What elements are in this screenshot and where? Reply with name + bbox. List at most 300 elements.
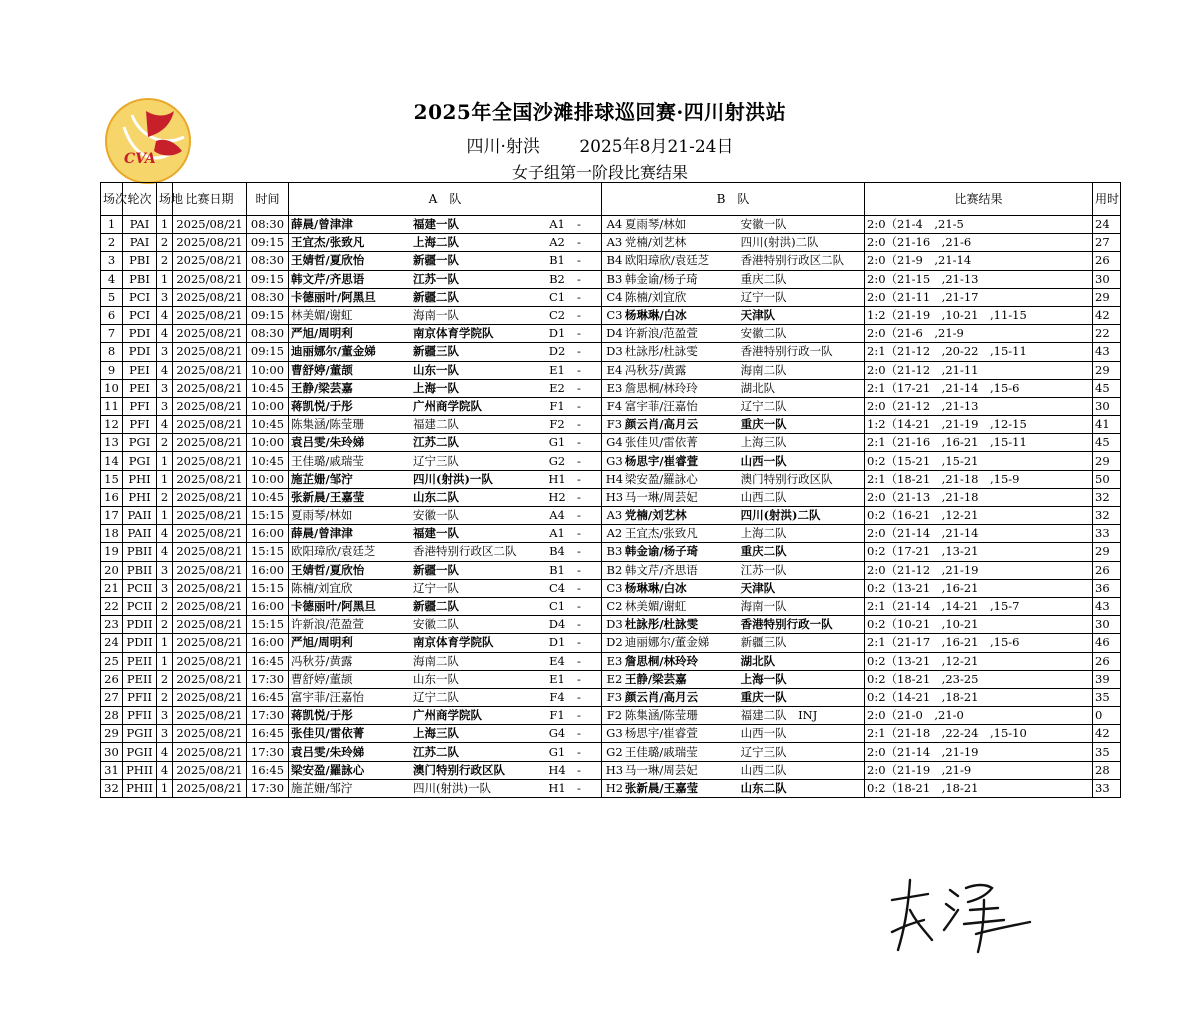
match-duration: 36	[1093, 579, 1121, 597]
team-a-players: 王佳璐/戚瑞莹	[291, 453, 364, 468]
round: PFII	[123, 707, 157, 725]
match-duration: 29	[1093, 288, 1121, 306]
team-b-cell	[602, 397, 865, 415]
team-b-name: 香港特别行政一队	[740, 344, 833, 359]
team-b-cell	[602, 488, 865, 506]
team-b-name: 上海三队	[740, 435, 787, 450]
match-result: 2:0（21-6 ,21-9	[865, 325, 1093, 343]
col-header-round: 轮次	[123, 183, 157, 216]
match-duration: 39	[1093, 670, 1121, 688]
team-b-name: 重庆一队	[740, 417, 787, 432]
match-date: 2025/08/21	[173, 634, 247, 652]
team-b-seed: G2	[606, 744, 623, 759]
match-no: 4	[101, 270, 123, 288]
team-a-players: 张佳贝/雷依菁	[291, 726, 365, 741]
team-a-seed: D4	[548, 617, 566, 632]
team-b-name: 山西二队	[740, 762, 787, 777]
match-time: 16:45	[247, 725, 289, 743]
team-a-players: 富宇菲/汪嘉怡	[291, 689, 364, 704]
match-date: 2025/08/21	[173, 234, 247, 252]
round: PBI	[123, 252, 157, 270]
court: 3	[157, 379, 173, 397]
match-duration: 43	[1093, 597, 1121, 615]
col-header-duration: 用时	[1093, 183, 1121, 216]
team-b-seed: E3	[606, 380, 623, 395]
col-header-result: 比赛结果	[865, 183, 1093, 216]
match-no: 1	[101, 216, 123, 234]
round: PGII	[123, 743, 157, 761]
match-date: 2025/08/21	[173, 561, 247, 579]
team-a-players: 曹舒婷/董颉	[291, 362, 353, 377]
team-a-players: 蒋凯悦/于彤	[291, 708, 353, 723]
team-a-seed: E2	[549, 380, 565, 395]
team-b-cell	[602, 616, 865, 634]
table-row	[101, 725, 1121, 743]
team-a-name: 海南一队	[413, 308, 459, 323]
team-a-players: 袁吕雯/朱玲娣	[291, 744, 365, 759]
court: 3	[157, 397, 173, 415]
match-date: 2025/08/21	[173, 616, 247, 634]
team-b-seed: C3	[606, 308, 623, 323]
team-b-seed: F2	[606, 708, 623, 723]
match-result: 2:1（21-14 ,14-21 ,15-7	[865, 597, 1093, 615]
match-result: 2:0（21-12 ,21-11	[865, 361, 1093, 379]
team-b-seed: A3	[606, 235, 623, 250]
round: PBII	[123, 543, 157, 561]
court: 3	[157, 343, 173, 361]
match-time: 09:15	[247, 343, 289, 361]
match-result: 2:0（21-14 ,21-19	[865, 743, 1093, 761]
team-a-cell	[289, 434, 602, 452]
team-a-name: 安徽一队	[413, 508, 459, 523]
team-a-name: 福建一队	[413, 526, 459, 541]
match-no: 6	[101, 306, 123, 324]
team-a-players: 王婧哲/夏欣怡	[291, 562, 365, 577]
round: PCI	[123, 288, 157, 306]
table-row	[101, 488, 1121, 506]
vs-dash: -	[577, 762, 581, 777]
col-header-no: 场次	[101, 183, 123, 216]
match-no: 26	[101, 670, 123, 688]
team-b-players: 颜云肖/高月云	[624, 417, 699, 432]
match-no: 21	[101, 579, 123, 597]
team-b-cell	[602, 561, 865, 579]
team-a-seed: D1	[548, 635, 566, 650]
team-a-name: 辽宁三队	[413, 453, 459, 468]
team-a-seed: F2	[549, 417, 565, 432]
team-b-players: 颜云肖/高月云	[624, 689, 699, 704]
table-row	[101, 270, 1121, 288]
team-a-cell	[289, 743, 602, 761]
match-date: 2025/08/21	[173, 397, 247, 415]
team-b-name: 辽宁一队	[740, 289, 787, 304]
team-a-seed: A1	[549, 526, 565, 541]
team-b-players: 马一琳/周芸妃	[624, 489, 698, 504]
match-result: 0:2（18-21 ,18-21	[865, 779, 1093, 797]
table-row	[101, 597, 1121, 615]
match-result: 2:0（21-19 ,21-9	[865, 761, 1093, 779]
team-b-name: 新疆三队	[740, 635, 787, 650]
vs-dash: -	[577, 435, 581, 450]
vs-dash: -	[577, 253, 581, 268]
team-a-name: 新疆三队	[413, 344, 459, 359]
match-no: 2	[101, 234, 123, 252]
logo-text: CVA	[124, 151, 156, 167]
match-date: 2025/08/21	[173, 452, 247, 470]
team-a-name: 南京体育学院队	[413, 326, 494, 341]
team-b-players: 王宜杰/张致凡	[624, 526, 698, 541]
team-a-players: 曹舒婷/董颉	[291, 671, 353, 686]
match-duration: 30	[1093, 397, 1121, 415]
vs-dash: -	[577, 671, 581, 686]
match-duration: 27	[1093, 234, 1121, 252]
team-a-cell	[289, 452, 602, 470]
team-a-players: 施芷姗/邹泞	[291, 780, 353, 795]
match-no: 10	[101, 379, 123, 397]
round: PAII	[123, 507, 157, 525]
table-row	[101, 252, 1121, 270]
cva-logo	[104, 97, 192, 185]
team-a-cell	[289, 670, 602, 688]
team-a-cell	[289, 616, 602, 634]
team-b-name: 安徽一队	[740, 217, 787, 232]
court: 4	[157, 543, 173, 561]
vs-dash: -	[577, 362, 581, 377]
match-result: 1:2（21-19 ,10-21 ,11-15	[865, 306, 1093, 324]
team-a-seed: A1	[549, 217, 565, 232]
team-a-players: 严旭/周明利	[291, 326, 353, 341]
match-date: 2025/08/21	[173, 652, 247, 670]
vs-dash: -	[577, 708, 581, 723]
vs-dash: -	[577, 217, 581, 232]
team-b-players: 詹思桐/林玲玲	[624, 380, 698, 395]
team-a-cell	[289, 652, 602, 670]
match-date: 2025/08/21	[173, 270, 247, 288]
team-b-cell	[602, 507, 865, 525]
team-a-name: 福建二队	[413, 417, 459, 432]
match-time: 10:45	[247, 488, 289, 506]
team-b-players: 林美媚/谢虹	[624, 599, 687, 614]
team-b-name: 上海一队	[740, 671, 787, 686]
team-b-players: 杨思宇/崔睿萱	[624, 453, 699, 468]
round: PHI	[123, 488, 157, 506]
match-no: 31	[101, 761, 123, 779]
round: PCI	[123, 306, 157, 324]
match-time: 08:30	[247, 325, 289, 343]
team-a-players: 袁吕雯/朱玲娣	[291, 435, 365, 450]
vs-dash: -	[577, 271, 581, 286]
team-b-seed: H3	[605, 489, 624, 504]
round: PGI	[123, 434, 157, 452]
team-b-seed: B3	[606, 271, 623, 286]
match-no: 29	[101, 725, 123, 743]
team-b-seed: D4	[606, 326, 623, 341]
team-b-players: 杨思宇/崔睿萱	[624, 726, 698, 741]
team-a-players: 韩文芹/齐思语	[291, 271, 365, 286]
team-a-seed: B1	[549, 253, 565, 268]
match-date: 2025/08/21	[173, 470, 247, 488]
team-b-cell	[602, 579, 865, 597]
vs-dash: -	[577, 726, 581, 741]
match-time: 15:15	[247, 507, 289, 525]
team-b-name: 四川(射洪)二队	[740, 508, 821, 523]
team-b-cell	[602, 634, 865, 652]
team-b-seed: D3	[606, 344, 623, 359]
team-b-seed: G3	[606, 726, 623, 741]
team-a-name: 新疆一队	[413, 562, 459, 577]
team-b-name: 天津队	[740, 580, 776, 595]
match-result: 2:0（21-11 ,21-17	[865, 288, 1093, 306]
match-duration: 24	[1093, 216, 1121, 234]
team-a-players: 王婧哲/夏欣怡	[291, 253, 365, 268]
vs-dash: -	[577, 489, 581, 504]
team-a-cell	[289, 361, 602, 379]
match-duration: 28	[1093, 761, 1121, 779]
vs-dash: -	[577, 780, 581, 795]
table-row	[101, 688, 1121, 706]
match-no: 24	[101, 634, 123, 652]
match-time: 17:30	[247, 670, 289, 688]
team-b-players: 夏雨琴/林如	[624, 217, 687, 232]
court: 1	[157, 216, 173, 234]
table-row	[101, 397, 1121, 415]
team-b-players: 梁安盈/羅詠心	[624, 471, 698, 486]
court: 3	[157, 725, 173, 743]
match-no: 32	[101, 779, 123, 797]
team-b-seed: C3	[606, 580, 623, 595]
team-a-seed: A2	[549, 235, 565, 250]
match-date: 2025/08/21	[173, 216, 247, 234]
match-no: 30	[101, 743, 123, 761]
match-date: 2025/08/21	[173, 325, 247, 343]
team-a-players: 卡德丽叶/阿黑旦	[291, 289, 376, 304]
vs-dash: -	[577, 453, 581, 468]
court: 4	[157, 761, 173, 779]
team-a-cell	[289, 634, 602, 652]
match-result: 0:2（14-21 ,18-21	[865, 688, 1093, 706]
team-a-name: 江苏二队	[413, 744, 459, 759]
court: 3	[157, 288, 173, 306]
team-a-cell	[289, 379, 602, 397]
team-b-cell	[602, 688, 865, 706]
team-a-cell	[289, 779, 602, 797]
team-b-players: 冯秋芬/黄露	[624, 362, 687, 377]
table-row	[101, 670, 1121, 688]
team-b-players: 韩金谕/杨子琦	[624, 544, 699, 559]
vs-dash: -	[577, 617, 581, 632]
vs-dash: -	[577, 326, 581, 341]
match-duration: 35	[1093, 688, 1121, 706]
match-no: 17	[101, 507, 123, 525]
team-b-cell	[602, 525, 865, 543]
team-a-name: 新疆一队	[413, 253, 459, 268]
court: 4	[157, 306, 173, 324]
match-no: 19	[101, 543, 123, 561]
table-row	[101, 234, 1121, 252]
team-b-cell	[602, 270, 865, 288]
table-row	[101, 416, 1121, 434]
table-row	[101, 434, 1121, 452]
team-a-cell	[289, 343, 602, 361]
team-b-cell	[602, 216, 865, 234]
team-a-cell	[289, 325, 602, 343]
match-time: 10:45	[247, 379, 289, 397]
match-time: 10:00	[247, 470, 289, 488]
team-b-cell	[602, 416, 865, 434]
match-duration: 26	[1093, 561, 1121, 579]
team-b-cell	[602, 434, 865, 452]
vs-dash: -	[577, 544, 581, 559]
team-a-seed: B4	[549, 544, 565, 559]
team-a-players: 卡德丽叶/阿黑旦	[291, 599, 376, 614]
team-a-cell	[289, 561, 602, 579]
match-no: 14	[101, 452, 123, 470]
match-no: 3	[101, 252, 123, 270]
team-b-players: 杨琳琳/白冰	[624, 580, 687, 595]
team-b-name: 澳门特别行政区队	[740, 471, 833, 486]
table-row	[101, 216, 1121, 234]
vs-dash: -	[577, 344, 581, 359]
match-result: 0:2（17-21 ,13-21	[865, 543, 1093, 561]
match-no: 28	[101, 707, 123, 725]
team-b-name: 山西一队	[740, 726, 787, 741]
match-result: 2:0（21-15 ,21-13	[865, 270, 1093, 288]
team-a-seed: G4	[548, 726, 566, 741]
team-b-cell	[602, 361, 865, 379]
match-time: 15:15	[247, 543, 289, 561]
match-no: 23	[101, 616, 123, 634]
team-a-name: 香港特别行政区二队	[413, 544, 517, 559]
team-b-seed: A3	[606, 508, 623, 523]
vs-dash: -	[577, 580, 581, 595]
team-a-seed: E1	[549, 671, 565, 686]
match-duration: 43	[1093, 343, 1121, 361]
match-duration: 30	[1093, 616, 1121, 634]
team-a-seed: H2	[548, 489, 566, 504]
team-b-name: 四川(射洪)二队	[740, 235, 819, 250]
team-a-seed: D2	[548, 344, 566, 359]
team-a-players: 薛晨/曾津津	[291, 217, 353, 232]
match-time: 16:00	[247, 597, 289, 615]
team-a-cell	[289, 688, 602, 706]
match-duration: 26	[1093, 252, 1121, 270]
match-time: 16:00	[247, 634, 289, 652]
table-row	[101, 361, 1121, 379]
team-b-name: 湖北队	[740, 653, 776, 668]
team-a-seed: C2	[548, 308, 566, 323]
table-row	[101, 579, 1121, 597]
match-result: 2:0（21-14 ,21-14	[865, 525, 1093, 543]
team-a-players: 陈集涵/陈莹珊	[291, 417, 364, 432]
court: 1	[157, 779, 173, 797]
court: 1	[157, 507, 173, 525]
match-result: 1:2（14-21 ,21-19 ,12-15	[865, 416, 1093, 434]
team-a-seed: F1	[549, 708, 565, 723]
team-a-cell	[289, 306, 602, 324]
team-a-players: 许新浪/范盈萱	[291, 617, 364, 632]
team-a-cell	[289, 416, 602, 434]
match-duration: 30	[1093, 270, 1121, 288]
match-time: 16:45	[247, 652, 289, 670]
team-b-seed: G3	[606, 453, 623, 468]
match-date: 2025/08/21	[173, 288, 247, 306]
team-b-players: 王静/梁芸嘉	[624, 671, 687, 686]
team-a-cell	[289, 216, 602, 234]
round: PGII	[123, 725, 157, 743]
team-a-players: 冯秋芬/黄露	[291, 653, 353, 668]
match-result: 0:2（18-21 ,23-25	[865, 670, 1093, 688]
court: 3	[157, 579, 173, 597]
match-duration: 45	[1093, 379, 1121, 397]
match-duration: 33	[1093, 779, 1121, 797]
team-a-name: 上海三队	[413, 726, 459, 741]
match-no: 11	[101, 397, 123, 415]
table-row	[101, 543, 1121, 561]
team-a-cell	[289, 288, 602, 306]
court: 2	[157, 434, 173, 452]
match-no: 15	[101, 470, 123, 488]
team-b-cell	[602, 288, 865, 306]
match-result: 2:1（21-16 ,16-21 ,15-11	[865, 434, 1093, 452]
match-no: 22	[101, 597, 123, 615]
team-b-seed: C4	[606, 289, 623, 304]
team-b-seed: C2	[606, 599, 623, 614]
round: PAI	[123, 234, 157, 252]
match-time: 10:45	[247, 452, 289, 470]
team-b-seed: B2	[606, 562, 623, 577]
team-a-players: 严旭/周明利	[291, 635, 353, 650]
round: PEI	[123, 379, 157, 397]
team-a-players: 施芷姗/邹泞	[291, 471, 353, 486]
match-duration: 32	[1093, 488, 1121, 506]
vs-dash: -	[577, 562, 581, 577]
vs-dash: -	[577, 289, 581, 304]
team-a-name: 新疆二队	[413, 599, 459, 614]
team-b-players: 王佳璐/戚瑞莹	[624, 744, 698, 759]
court: 3	[157, 561, 173, 579]
team-b-seed: E3	[606, 653, 623, 668]
match-no: 27	[101, 688, 123, 706]
team-b-players: 欧阳璋欣/袁廷芝	[624, 253, 710, 268]
round: PHII	[123, 761, 157, 779]
match-time: 15:15	[247, 616, 289, 634]
match-duration: 26	[1093, 652, 1121, 670]
team-b-players: 杜詠彤/杜詠雯	[624, 344, 698, 359]
match-date: 2025/08/21	[173, 507, 247, 525]
match-result: 0:2（10-21 ,10-21	[865, 616, 1093, 634]
round: PFII	[123, 688, 157, 706]
match-date: 2025/08/21	[173, 725, 247, 743]
team-b-cell	[602, 670, 865, 688]
team-b-cell	[602, 652, 865, 670]
round: PCII	[123, 597, 157, 615]
team-a-name: 山东一队	[413, 362, 459, 377]
match-date: 2025/08/21	[173, 252, 247, 270]
match-duration: 29	[1093, 452, 1121, 470]
team-b-seed: D2	[606, 635, 623, 650]
team-a-players: 王静/梁芸嘉	[291, 380, 353, 395]
team-b-players: 杨琳琳/白冰	[624, 308, 687, 323]
team-b-players: 马一琳/周芸妃	[624, 762, 698, 777]
match-date: 2025/08/21	[173, 306, 247, 324]
stage-title: 女子组第一阶段比赛结果	[511, 163, 688, 182]
vs-dash: -	[577, 599, 581, 614]
team-b-cell	[602, 543, 865, 561]
court: 2	[157, 252, 173, 270]
match-time: 10:45	[247, 416, 289, 434]
team-a-seed: B2	[549, 271, 565, 286]
vs-dash: -	[577, 689, 581, 704]
